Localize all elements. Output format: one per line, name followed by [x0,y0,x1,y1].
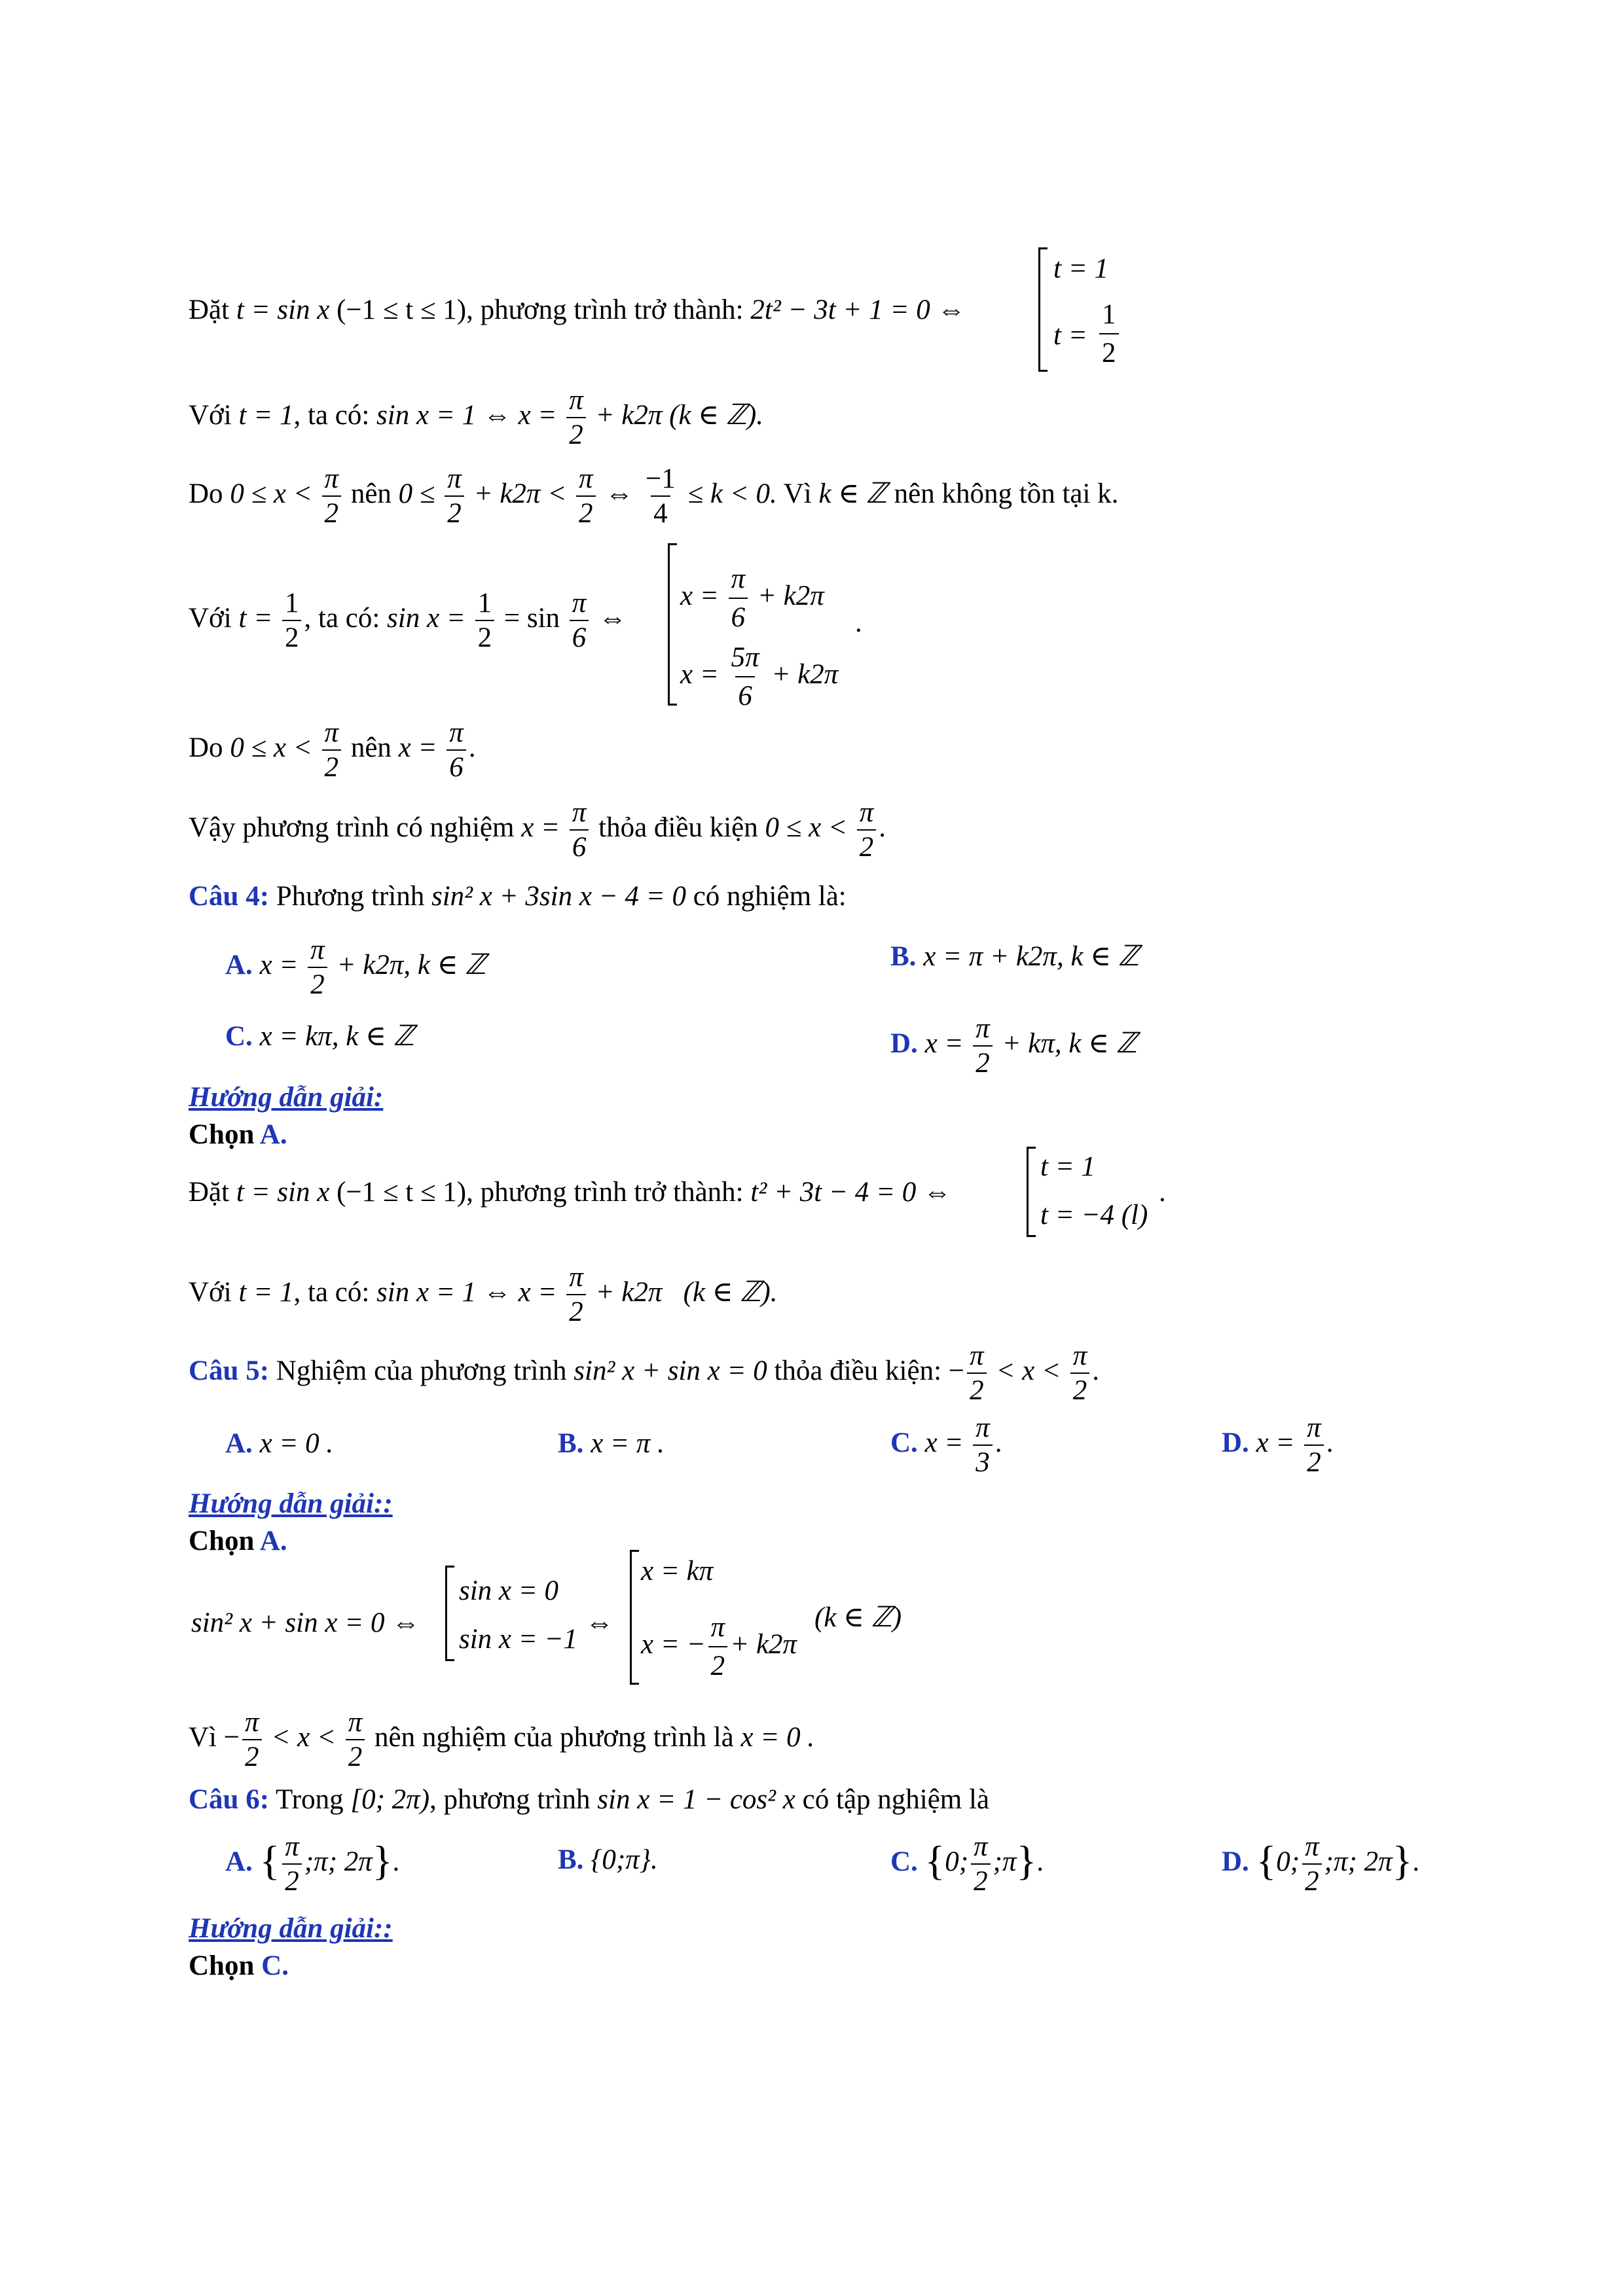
q5-option-a[interactable] [225,1429,333,1458]
fraction: $\frac{\pi}{3}$ [973,1414,993,1477]
option-label: A. [225,1428,253,1459]
question-label: Câu 4: [189,881,270,912]
fraction: $\frac{\pi}{2}$ [576,465,596,528]
fraction: $\frac{\pi}{2}$ [971,1833,991,1895]
math: + k2π < [473,478,567,509]
text: nên [350,478,392,509]
fraction: $\frac{\pi}{2}$ [708,1611,728,1682]
fraction: $\frac{\pi}{6}$ [447,719,466,781]
math: 0; [945,1846,969,1877]
fraction: $\frac{\pi}{2}$ [322,719,342,781]
math: t = 1 [1053,253,1108,284]
math: x = π . [591,1428,665,1459]
text: có tập nghiệm là [802,1784,990,1815]
voi1-line [189,386,763,449]
text: , ta có: [293,1276,370,1308]
text: có nghiệm là: [693,881,847,912]
math: (−1 ≤ t ≤ 1) [337,1177,467,1208]
option-label: C. [225,1021,253,1052]
option-label: D. [1222,1846,1249,1877]
math: 0 ≤ x < [765,812,847,843]
fraction: $\frac{\pi}{6}$ [729,563,748,634]
do2-line: Do 0 ≤ x < $\frac{\pi}{2}$ nên x = $\frac{\pi}{6}$ . [189,717,476,783]
math: x = 0 . [740,1721,815,1753]
fraction: $\frac{\pi}{2}$ [1304,1414,1324,1477]
text: Do [189,732,223,763]
fraction: $\frac{\pi}{2}$ [242,1708,262,1771]
text: Đặt [189,295,230,325]
math: x = [398,732,437,763]
question-label: Câu 5: [189,1355,270,1386]
fraction: $\frac{1}{2}$ [282,589,302,652]
math: t² + 3t − 4 = 0 ⇔ [750,1177,951,1208]
math: ;π; 2π [304,1846,373,1877]
math: t = −4 (l) [1040,1200,1148,1230]
question-label: Câu 6: [189,1784,270,1815]
text: thỏa điều kiện [598,812,758,843]
option-label: A. [225,949,253,980]
math: < x < [271,1721,336,1753]
math: k ∈ ℤ [818,478,887,509]
text: , ta có: [293,399,370,431]
sol-line [191,1609,420,1637]
math: ⇔ [585,1607,613,1638]
math: sin x = 1 ⇔ x = [376,399,557,431]
math: (−1 ≤ t ≤ 1) [337,295,467,325]
math: t = 1 [1040,1151,1095,1182]
fraction: $\frac{\pi}{2}$ [322,465,342,528]
fraction: $\frac{\pi}{2}$ [973,1014,993,1077]
fraction: $\frac{\pi}{2}$ [346,1708,365,1771]
fraction: $\frac{\pi}{2}$ [857,798,877,861]
q6-option-c[interactable]: C. {0; $\frac{\pi}{2}$ ;π}. [890,1831,1044,1897]
question-5: Câu 5: Nghiệm của phương trình sin² x + sin x = 0 thỏa điều kiện: − $\frac{\pi}{2}$ < x < $\frac{\pi}{2}$ . [189,1340,1100,1406]
text: , phương trình trở thành: [466,1177,744,1208]
option-label: A. [225,1846,253,1877]
fraction: $\frac{1}{2}$ [475,589,495,652]
q5-option-c[interactable]: C. x = $\frac{\pi}{3}$ . [890,1412,1002,1478]
math: < x < [996,1355,1061,1386]
text: Nghiệm của phương trình [276,1355,567,1386]
option-label: B. [558,1844,584,1875]
math: x = π + k2π, k ∈ ℤ [923,941,1139,972]
option-label: D. [890,1028,918,1059]
fraction: $\frac{\pi}{2}$ [967,1342,987,1405]
question-6 [189,1785,989,1814]
math: sin x = −1 [459,1624,578,1655]
math: t = 1 [238,1276,294,1308]
text: nên không tồn tại k. [894,478,1119,509]
math: sin x = 1 ⇔ x = [376,1276,557,1308]
system-bracket [445,1566,578,1661]
math: t = [238,602,273,634]
math: x = 0 . [259,1428,334,1459]
fraction: $\frac{\pi}{2}$ [308,936,327,999]
math: ;π; 2π [1324,1846,1393,1877]
vi-line [189,1708,814,1771]
text: , phương trình trở thành: [466,295,744,325]
q4-option-c[interactable] [225,1022,414,1050]
text: Vì [189,1721,217,1753]
math: [0; 2π) [350,1784,430,1815]
guide-heading: Hướng dẫn giải:: [189,1913,393,1944]
option-label: C. [890,1846,918,1877]
math: ⇔ [605,478,634,509]
text: nên nghiệm của phương trình là [374,1721,734,1753]
vay-line: Vậy phương trình có nghiệm x = $\frac{\pi}{6}$ thỏa điều kiện 0 ≤ x < $\frac{\pi}{2}$ . [189,797,886,863]
math: sin² x + sin x = 0 ⇔ [191,1607,420,1638]
period: . [855,607,862,638]
text: Đặt [189,1177,230,1208]
guide-heading: Hướng dẫn giải:: [189,1488,393,1519]
q4-option-a[interactable] [225,936,486,999]
fraction: $\frac{\pi}{2}$ [566,386,586,449]
dat1-line [189,296,965,324]
math: sin² x + 3sin x − 4 = 0 [431,881,686,912]
math: = sin [503,602,560,634]
math: x = kπ, k ∈ ℤ [259,1021,414,1052]
fraction: $\frac{\pi}{2}$ [1070,1342,1090,1405]
math: + k2π [595,1276,663,1308]
system-bracket [1027,1147,1159,1237]
text: Với [189,399,232,431]
math: − [223,1721,240,1753]
text: Phương trình [276,881,425,912]
math: x = [924,1427,964,1458]
system-bracket [1038,247,1116,372]
math: t = sin x [236,1177,330,1208]
text: , phương trình [429,1784,591,1815]
guide-heading: Hướng dẫn giải: [189,1082,384,1113]
answer-line: Chọn C. [189,1950,289,1981]
math: sin x = 0 [459,1575,559,1606]
answer-line: Chọn A. [189,1526,287,1556]
q6-option-d[interactable]: D. {0; $\frac{\pi}{2}$ ;π; 2π}. [1222,1831,1420,1897]
math: t = 1 [238,399,294,431]
math: + kπ, k ∈ ℤ [1002,1028,1137,1059]
fraction: $\frac{\pi}{2}$ [282,1833,302,1895]
q5-option-b[interactable] [558,1429,665,1458]
text: Vậy phương trình có nghiệm [189,812,515,843]
math: + k2π, k ∈ ℤ [337,949,486,980]
math: t = [1053,320,1087,351]
math: x = [1256,1427,1295,1458]
math: sin x = [387,602,465,634]
option-label: B. [890,941,917,972]
fraction: $\frac{1}{2}$ [1099,298,1119,369]
text: thỏa điều kiện: [774,1355,942,1386]
math: 0; [1276,1846,1300,1877]
math: 0 ≤ x < [230,732,312,763]
option-label: C. [890,1427,918,1458]
math: + k2π [595,399,663,431]
math: t = sin x [236,295,330,325]
math: sin² x + sin x = 0 [574,1355,767,1386]
do1-line [189,465,1118,528]
fraction: $\frac{\pi}{2}$ [445,465,464,528]
math: (k ∈ ℤ). [683,1276,778,1308]
fraction: $\frac{\pi}{6}$ [570,798,589,861]
period: . [1159,1177,1166,1208]
q5-option-d[interactable]: D. x = $\frac{\pi}{2}$ . [1222,1412,1334,1478]
voi2-line [189,589,627,652]
math: sin x = 1 − cos² x [597,1784,795,1815]
dat2-line [189,1178,951,1206]
fraction: $\frac{\pi}{2}$ [566,1263,586,1326]
question-4 [189,882,847,910]
text: Do [189,478,223,509]
math: 2t² − 3t + 1 = 0 ⇔ [750,295,966,325]
system-bracket: x = $\frac{\pi}{6}$ + k2π x = $\frac{5\pi}{6}$ + k2π [668,543,873,706]
math: − [948,1355,965,1386]
math: 0 ≤ [398,478,435,509]
math: 0 ≤ x < [230,478,312,509]
math: (k ∈ ℤ). [669,399,763,431]
fraction: $\frac{\pi}{2}$ [1302,1833,1322,1895]
q4-option-b[interactable] [890,942,1139,971]
q6-option-a[interactable]: A. { $\frac{\pi}{2}$ ;π; 2π}. [225,1831,400,1897]
math: x = [521,812,560,843]
math: x = kπ [641,1556,714,1587]
q4-option-d[interactable] [890,1014,1137,1077]
fraction: $\frac{\pi}{6}$ [570,589,589,652]
text: Vì [783,478,812,509]
system-bracket: x = kπ x = − $\frac{\pi}{2}$ + k2π [630,1550,822,1685]
math: {0;π}. [591,1844,658,1875]
q6-option-b[interactable] [558,1846,658,1874]
text: Với [189,602,232,634]
text: , ta có: [304,602,380,634]
voi3-line [189,1263,777,1326]
math: (k ∈ ℤ) [814,1602,902,1633]
text: nên [350,732,392,763]
math: x = [259,949,299,980]
fraction: $\frac{-1}{4}$ [646,463,676,529]
math: ≤ k < 0. [687,478,777,509]
option-label: D. [1222,1427,1249,1458]
text: Trong [276,1784,344,1815]
math: ;π [993,1846,1017,1877]
option-label: B. [558,1428,584,1459]
fraction: $\frac{5\pi}{6}$ [731,642,759,711]
answer-line: Chọn A. [189,1119,287,1150]
text: Với [189,1276,232,1308]
math: x = [924,1028,964,1059]
math: ⇔ [598,602,627,634]
